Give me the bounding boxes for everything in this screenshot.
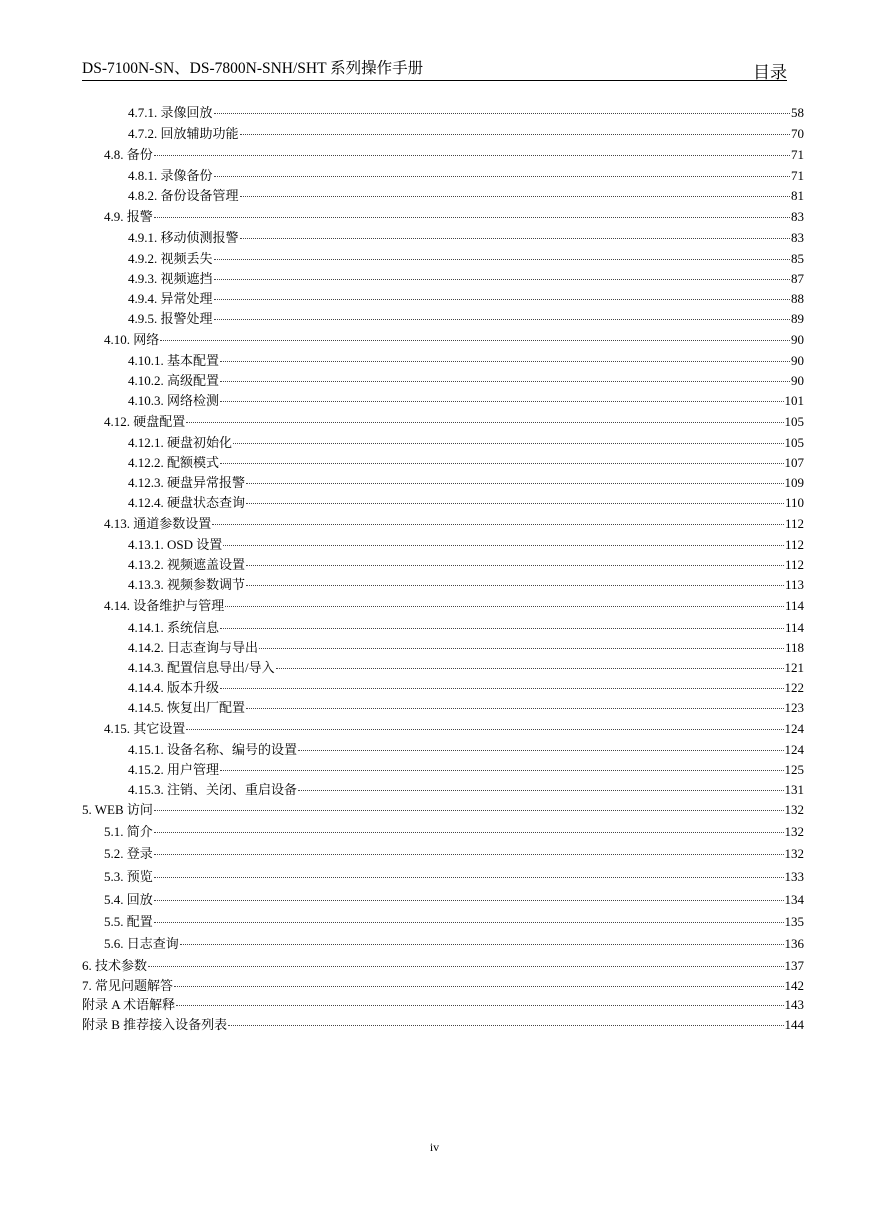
toc-entry-page: 132 bbox=[784, 802, 804, 817]
toc-entry-label: 4.12.3. 硬盘异常报警 bbox=[128, 475, 246, 490]
toc-entry[interactable] bbox=[82, 996, 804, 1014]
toc-entry-label: 4.8.2. 备份设备管理 bbox=[128, 188, 239, 203]
toc-entry-page: 83 bbox=[791, 230, 804, 245]
toc-entry[interactable] bbox=[104, 868, 804, 886]
toc-entry-page: 132 bbox=[784, 846, 804, 861]
toc-entry-label: 5.6. 日志查询 bbox=[104, 936, 179, 951]
toc-entry-label: 4.13.3. 视频参数调节 bbox=[128, 577, 246, 592]
toc-entry-label: 4.9. 报警 bbox=[104, 209, 153, 224]
toc-leader-dots bbox=[214, 279, 790, 280]
toc-entry[interactable] bbox=[104, 823, 804, 841]
toc-entry-page: 101 bbox=[784, 393, 804, 408]
toc-entry-page: 105 bbox=[784, 435, 804, 450]
toc-entry[interactable] bbox=[82, 957, 804, 975]
toc-entry-page: 124 bbox=[784, 742, 804, 757]
toc-entry-page: 88 bbox=[791, 291, 804, 306]
toc-entry-page: 144 bbox=[784, 1017, 804, 1032]
toc-entry-page: 90 bbox=[791, 353, 804, 368]
toc-leader-dots bbox=[220, 463, 783, 464]
toc-entry[interactable] bbox=[128, 372, 804, 390]
toc-entry[interactable] bbox=[128, 619, 804, 637]
toc-entry[interactable] bbox=[128, 229, 804, 247]
toc-entry-page: 114 bbox=[784, 598, 804, 613]
toc-leader-dots bbox=[298, 790, 783, 791]
toc-entry[interactable] bbox=[128, 494, 804, 512]
toc-entry[interactable] bbox=[82, 1016, 804, 1034]
toc-entry-page: 107 bbox=[784, 455, 804, 470]
toc-entry-page: 87 bbox=[791, 271, 804, 286]
toc-entry-page: 81 bbox=[791, 188, 804, 203]
toc-leader-dots bbox=[240, 238, 790, 239]
toc-entry[interactable] bbox=[82, 801, 804, 819]
toc-leader-dots bbox=[233, 443, 783, 444]
toc-leader-dots bbox=[176, 1005, 783, 1006]
section-title: 目录 bbox=[753, 63, 787, 82]
toc-entry-page: 90 bbox=[791, 373, 804, 388]
toc-entry-label: 4.9.5. 报警处理 bbox=[128, 311, 213, 326]
toc-entry-page: 105 bbox=[784, 414, 804, 429]
toc-entry-page: 83 bbox=[791, 209, 804, 224]
toc-entry[interactable] bbox=[104, 208, 804, 226]
toc-entry-page: 125 bbox=[784, 762, 804, 777]
toc-entry-page: 90 bbox=[791, 332, 804, 347]
toc-entry[interactable] bbox=[128, 250, 804, 268]
toc-entry-label: 4.13. 通道参数设置 bbox=[104, 516, 212, 531]
toc-entry-label: 7. 常见问题解答 bbox=[82, 978, 174, 993]
toc-entry[interactable] bbox=[128, 474, 804, 492]
toc-entry[interactable] bbox=[104, 413, 804, 431]
toc-entry[interactable] bbox=[128, 270, 804, 288]
toc-leader-dots bbox=[220, 381, 790, 382]
toc-entry[interactable] bbox=[104, 515, 804, 533]
toc-entry-page: 137 bbox=[784, 958, 804, 973]
toc-entry[interactable] bbox=[104, 891, 804, 909]
toc-entry[interactable] bbox=[104, 845, 804, 863]
toc-entry-label: 4.12.2. 配额模式 bbox=[128, 455, 220, 470]
toc-leader-dots bbox=[174, 986, 783, 987]
toc-entry[interactable] bbox=[128, 576, 804, 594]
toc-leader-dots bbox=[186, 422, 783, 423]
toc-entry-label: 4.13.2. 视频遮盖设置 bbox=[128, 557, 246, 572]
toc-entry-label: 4.10.2. 高级配置 bbox=[128, 373, 220, 388]
toc-leader-dots bbox=[246, 708, 783, 709]
toc-entry[interactable] bbox=[128, 679, 804, 697]
toc-entry-page: 70 bbox=[791, 126, 804, 141]
toc-leader-dots bbox=[220, 361, 790, 362]
toc-leader-dots bbox=[246, 483, 783, 484]
toc-entry[interactable] bbox=[128, 392, 804, 410]
toc-entry-label: 4.8.1. 录像备份 bbox=[128, 168, 213, 183]
toc-entry-label: 4.14.2. 日志查询与导出 bbox=[128, 640, 259, 655]
toc-leader-dots bbox=[228, 1025, 783, 1026]
toc-entry-label: 5.5. 配置 bbox=[104, 914, 153, 929]
toc-entry[interactable] bbox=[128, 639, 804, 657]
toc-leader-dots bbox=[298, 750, 783, 751]
toc-entry-page: 110 bbox=[784, 495, 804, 510]
toc-entry-label: 4.12.4. 硬盘状态查询 bbox=[128, 495, 246, 510]
toc-entry-label: 6. 技术参数 bbox=[82, 958, 148, 973]
toc-entry-label: 4.15.3. 注销、关闭、重启设备 bbox=[128, 782, 298, 797]
toc-leader-dots bbox=[154, 922, 784, 923]
toc-entry-page: 58 bbox=[791, 105, 804, 120]
toc-entry-label: 4.7.2. 回放辅助功能 bbox=[128, 126, 239, 141]
toc-leader-dots bbox=[154, 217, 790, 218]
toc-entry-label: 4.14.1. 系统信息 bbox=[128, 620, 220, 635]
toc-leader-dots bbox=[246, 585, 784, 586]
page-header bbox=[82, 52, 787, 81]
toc-leader-dots bbox=[246, 565, 784, 566]
toc-entry[interactable] bbox=[128, 352, 804, 370]
toc-entry-page: 113 bbox=[784, 577, 804, 592]
toc-entry-page: 124 bbox=[784, 721, 804, 736]
toc-entry-page: 112 bbox=[784, 537, 804, 552]
toc-entry[interactable] bbox=[104, 935, 804, 953]
toc-leader-dots bbox=[154, 810, 784, 811]
toc-entry[interactable] bbox=[128, 761, 804, 779]
toc-leader-dots bbox=[220, 401, 783, 402]
toc-entry[interactable] bbox=[104, 913, 804, 931]
toc-leader-dots bbox=[148, 966, 783, 967]
toc-entry-label: 4.9.4. 异常处理 bbox=[128, 291, 213, 306]
toc-entry[interactable] bbox=[128, 536, 804, 554]
toc-entry-label: 4.12. 硬盘配置 bbox=[104, 414, 186, 429]
page-number: iv bbox=[429, 1140, 440, 1154]
toc-leader-dots bbox=[220, 688, 783, 689]
toc-entry[interactable] bbox=[128, 187, 804, 205]
toc-entry-label: 4.15.1. 设备名称、编号的设置 bbox=[128, 742, 298, 757]
toc-entry[interactable] bbox=[128, 741, 804, 759]
toc-entry-page: 131 bbox=[784, 782, 804, 797]
toc-entry-page: 122 bbox=[784, 680, 804, 695]
toc-entry[interactable] bbox=[128, 659, 804, 677]
toc-entry-label: 4.15.2. 用户管理 bbox=[128, 762, 220, 777]
toc-leader-dots bbox=[214, 259, 790, 260]
toc-entry-label: 4.14.4. 版本升级 bbox=[128, 680, 220, 695]
toc-entry-page: 135 bbox=[784, 914, 804, 929]
toc-entry-label: 4.13.1. OSD 设置 bbox=[128, 537, 223, 552]
toc-entry-label: 4.9.2. 视频丢失 bbox=[128, 251, 213, 266]
toc-leader-dots bbox=[214, 113, 790, 114]
toc-leader-dots bbox=[154, 832, 784, 833]
toc-leader-dots bbox=[240, 134, 790, 135]
toc-entry[interactable] bbox=[104, 720, 804, 738]
toc-leader-dots bbox=[276, 668, 784, 669]
toc-entry-label: 4.8. 备份 bbox=[104, 147, 153, 162]
toc-entry[interactable] bbox=[128, 699, 804, 717]
toc-entry-label: 4.12.1. 硬盘初始化 bbox=[128, 435, 233, 450]
toc-entry[interactable] bbox=[82, 977, 804, 995]
toc-entry-label: 4.14.5. 恢复出厂配置 bbox=[128, 700, 246, 715]
toc-leader-dots bbox=[154, 155, 790, 156]
toc-leader-dots bbox=[246, 503, 784, 504]
toc-leader-dots bbox=[223, 545, 784, 546]
toc-entry[interactable] bbox=[128, 781, 804, 799]
toc-entry-page: 123 bbox=[784, 700, 804, 715]
toc-leader-dots bbox=[154, 854, 784, 855]
toc-leader-dots bbox=[220, 770, 783, 771]
toc-leader-dots bbox=[214, 176, 790, 177]
toc-entry-label: 5.3. 预览 bbox=[104, 869, 153, 884]
toc-leader-dots bbox=[240, 196, 790, 197]
toc-entry-page: 114 bbox=[784, 620, 804, 635]
toc-leader-dots bbox=[186, 729, 783, 730]
toc-entry-page: 121 bbox=[784, 660, 804, 675]
toc-entry[interactable] bbox=[128, 125, 804, 143]
toc-entry-label: 4.7.1. 录像回放 bbox=[128, 105, 213, 120]
toc-entry-label: 4.10.3. 网络检测 bbox=[128, 393, 220, 408]
toc-leader-dots bbox=[220, 628, 784, 629]
toc-entry-page: 132 bbox=[784, 824, 804, 839]
toc-entry-label: 5.1. 简介 bbox=[104, 824, 153, 839]
toc-leader-dots bbox=[259, 648, 784, 649]
toc-leader-dots bbox=[154, 877, 784, 878]
toc-entry-page: 143 bbox=[784, 997, 804, 1012]
toc-entry[interactable] bbox=[128, 434, 804, 452]
toc-entry[interactable] bbox=[128, 556, 804, 574]
toc-entry[interactable] bbox=[128, 310, 804, 328]
toc-entry-page: 134 bbox=[784, 892, 804, 907]
toc-leader-dots bbox=[160, 340, 790, 341]
toc-leader-dots bbox=[214, 299, 790, 300]
toc-entry-page: 112 bbox=[784, 516, 804, 531]
toc-entry-label: 4.14. 设备维护与管理 bbox=[104, 598, 225, 613]
toc-entry-label: 附录 B 推荐接入设备列表 bbox=[82, 1017, 228, 1032]
toc-entry-label: 5.2. 登录 bbox=[104, 846, 153, 861]
toc-entry-page: 109 bbox=[784, 475, 804, 490]
toc-entry-label: 5. WEB 访问 bbox=[82, 802, 153, 817]
toc-leader-dots bbox=[154, 900, 784, 901]
toc-entry-page: 136 bbox=[784, 936, 804, 951]
toc-entry[interactable] bbox=[104, 597, 804, 615]
toc-entry-page: 71 bbox=[791, 147, 804, 162]
toc-entry[interactable] bbox=[104, 331, 804, 349]
toc-entry-page: 118 bbox=[784, 640, 804, 655]
toc-entry-label: 4.10. 网络 bbox=[104, 332, 160, 347]
toc-entry-label: 4.9.1. 移动侦测报警 bbox=[128, 230, 239, 245]
toc-entry[interactable] bbox=[128, 454, 804, 472]
toc-leader-dots bbox=[225, 606, 784, 607]
toc-entry-label: 4.14.3. 配置信息导出/导入 bbox=[128, 660, 275, 675]
toc-entry-page: 112 bbox=[784, 557, 804, 572]
toc-entry-page: 71 bbox=[791, 168, 804, 183]
toc-entry-label: 4.10.1. 基本配置 bbox=[128, 353, 220, 368]
toc-entry[interactable] bbox=[104, 146, 804, 164]
toc-leader-dots bbox=[180, 944, 784, 945]
toc-entry-page: 133 bbox=[784, 869, 804, 884]
toc-entry[interactable] bbox=[128, 167, 804, 185]
toc-entry-page: 89 bbox=[791, 311, 804, 326]
toc-entry-label: 5.4. 回放 bbox=[104, 892, 153, 907]
document-title: DS-7100N-SN、DS-7800N-SNH/SHT 系列操作手册 bbox=[82, 60, 424, 77]
toc-entry-label: 4.9.3. 视频遮挡 bbox=[128, 271, 213, 286]
toc-entry[interactable] bbox=[128, 290, 804, 308]
toc-entry[interactable] bbox=[128, 104, 804, 122]
toc-entry-label: 4.15. 其它设置 bbox=[104, 721, 186, 736]
toc-leader-dots bbox=[214, 319, 790, 320]
toc-entry-page: 142 bbox=[784, 978, 804, 993]
toc-entry-label: 附录 A 术语解释 bbox=[82, 997, 176, 1012]
toc-entry-page: 85 bbox=[791, 251, 804, 266]
toc-leader-dots bbox=[212, 524, 784, 525]
